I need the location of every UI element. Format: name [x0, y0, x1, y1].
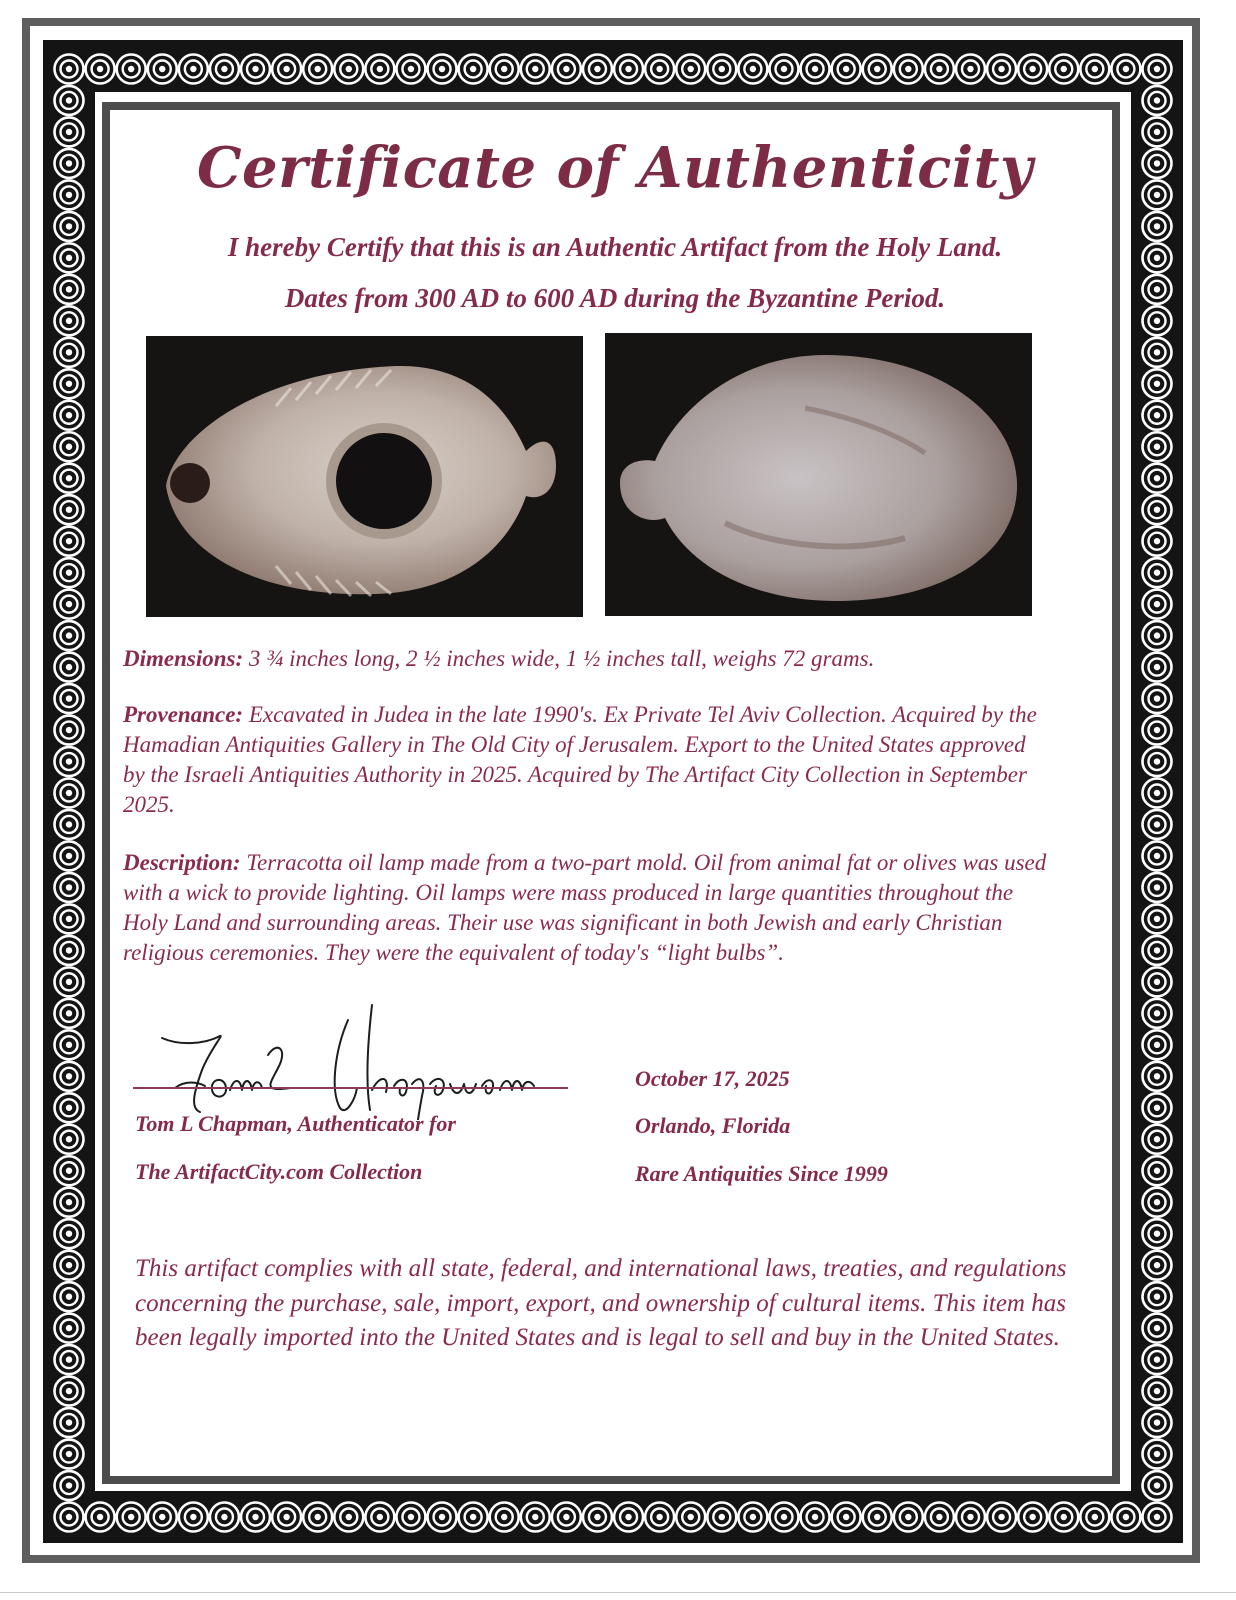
certificate-date: October 17, 2025: [635, 1066, 790, 1091]
dimensions-paragraph: [123, 644, 1083, 674]
oil-lamp-top-image: [146, 336, 583, 617]
legal-compliance-statement: This artifact complies with all state, federal, and international laws, treaties, and regulations concerning the purchase, sale, import, export, and ownership of cultural items. This item has been legally imported into the United States and is legal to sell and buy in the United States.: [135, 1255, 1067, 1351]
company-tagline: Rare Antiquities Since 1999: [635, 1161, 888, 1186]
description-text: Terracotta oil lamp made from a two-part mold. Oil from animal fat or olives was used with a wick to provide lighting. Oil lamps were mass produced in large quantities throughout the Holy Land and surrounding areas. Their use was significant in both Jewish and early Christian religious ceremonies. They were the equivalent of today's “light bulbs”.: [123, 850, 1047, 965]
certification-statement: I hereby Certify that this is an Authentic Artifact from the Holy Land.: [227, 232, 1003, 262]
dimensions-label: Dimensions:: [123, 646, 244, 671]
dating-statement: Dates from 300 AD to 600 AD during the Byzantine Period.: [284, 283, 946, 313]
photo-oil-lamp-top: [146, 336, 583, 617]
dimensions-text: 3 ¾ inches long, 2 ½ inches wide, 1 ½ inches tall, weighs 72 grams.: [243, 646, 875, 671]
signature-line: [133, 1087, 568, 1089]
provenance-label: Provenance:: [123, 702, 244, 727]
description-label: Description:: [123, 850, 241, 875]
authenticator-name: Tom L Chapman, Authenticator for: [135, 1111, 456, 1136]
handwritten-signature: [150, 1000, 570, 1120]
certificate-location: Orlando, Florida: [635, 1113, 791, 1138]
provenance-paragraph: [123, 700, 1053, 820]
description-paragraph: [123, 848, 1058, 968]
certificate-title: Certificate of Authenticity: [196, 135, 1034, 201]
collection-name: The ArtifactCity.com Collection: [135, 1159, 423, 1184]
page-edge: [0, 1592, 1236, 1593]
oil-lamp-bottom-image: [605, 333, 1032, 616]
photo-oil-lamp-bottom: [605, 333, 1032, 616]
provenance-text: Excavated in Judea in the late 1990's. Ex Private Tel Aviv Collection. Acquired by the Hamadian Antiquities Gallery in The Old City of Jerusalem. Export to the United States approved by the Israeli Antiquities Authority in 2025. Acquired by The Artifact City Collection in September 2025.: [123, 702, 1037, 817]
